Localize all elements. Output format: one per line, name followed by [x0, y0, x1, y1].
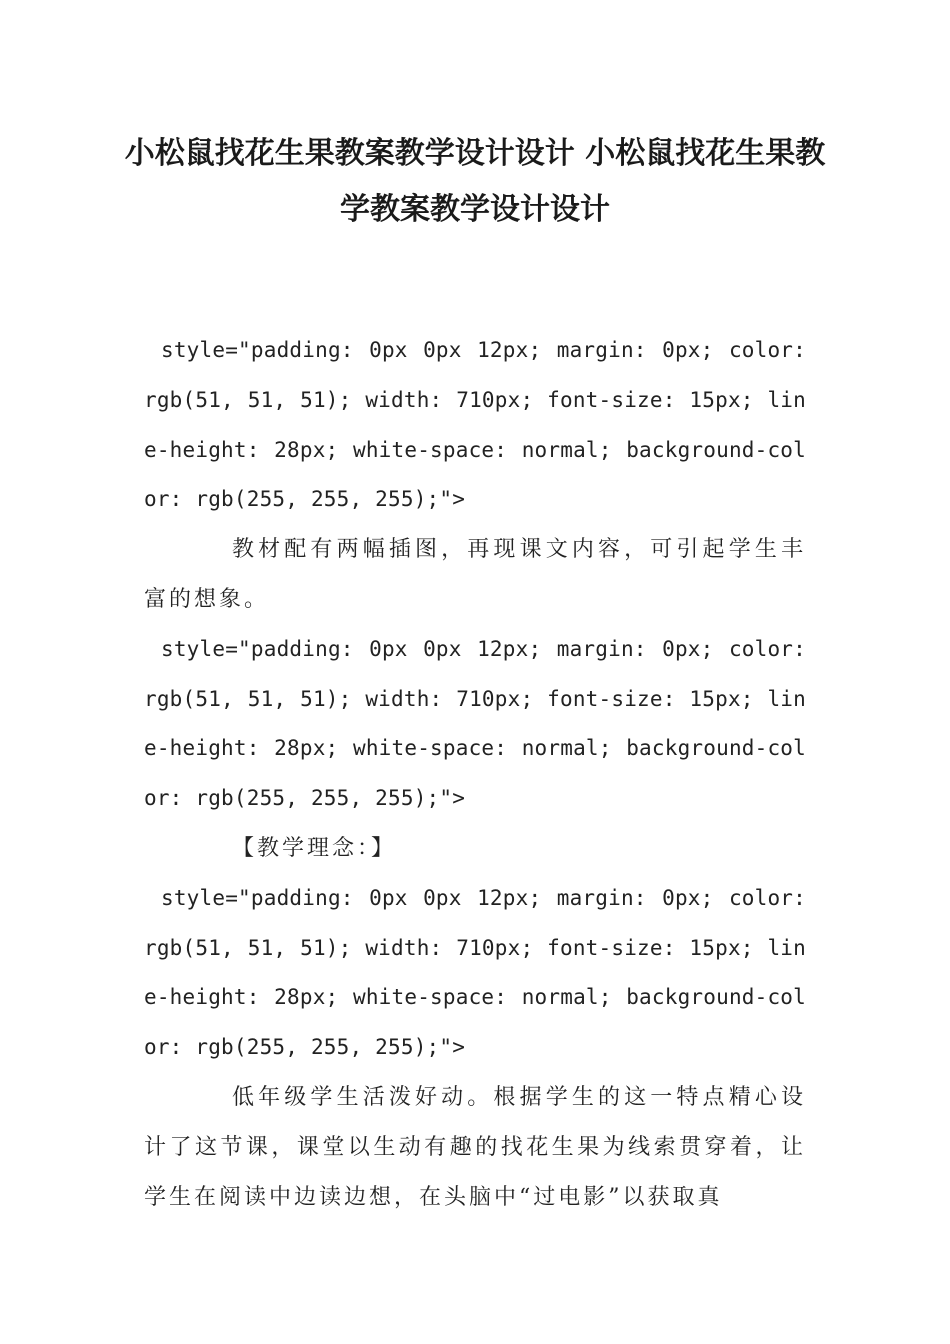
style-code-paragraph: style="padding: 0px 0px 12px; margin: 0px; color: rgb(51, 51, 51); width: 710px; font-size: 15px; line-height: 28px; white-space: normal; background-color: rgb(255, 255, 255);">	[144, 636, 806, 811]
body-paragraph: 低年级学生活泼好动。根据学生的这一特点精心设计了这节课，课堂以生动有趣的找花生果为线索贯穿着，让学生在阅读中边读边想，在头脑中“过电影”以获取真	[144, 1084, 806, 1210]
style-code-paragraph: style="padding: 0px 0px 12px; margin: 0px; color: rgb(51, 51, 51); width: 710px; font-size: 15px; line-height: 28px; white-space: normal; background-color: rgb(255, 255, 255);">	[144, 338, 806, 512]
body-paragraph: 教材配有两幅插图，再现课文内容，可引起学生丰富的想象。	[144, 537, 806, 612]
document-title: 小松鼠找花生果教案教学设计设计 小松鼠找花生果教学教案教学设计设计	[124, 136, 826, 227]
style-code-paragraph: style="padding: 0px 0px 12px; margin: 0px; color: rgb(51, 51, 51); width: 710px; font-size: 15px; line-height: 28px; white-space: normal; background-color: rgb(255, 255, 255);">	[144, 885, 806, 1060]
document-body	[144, 326, 806, 1222]
section-heading: 【教学理念：】	[232, 835, 397, 861]
